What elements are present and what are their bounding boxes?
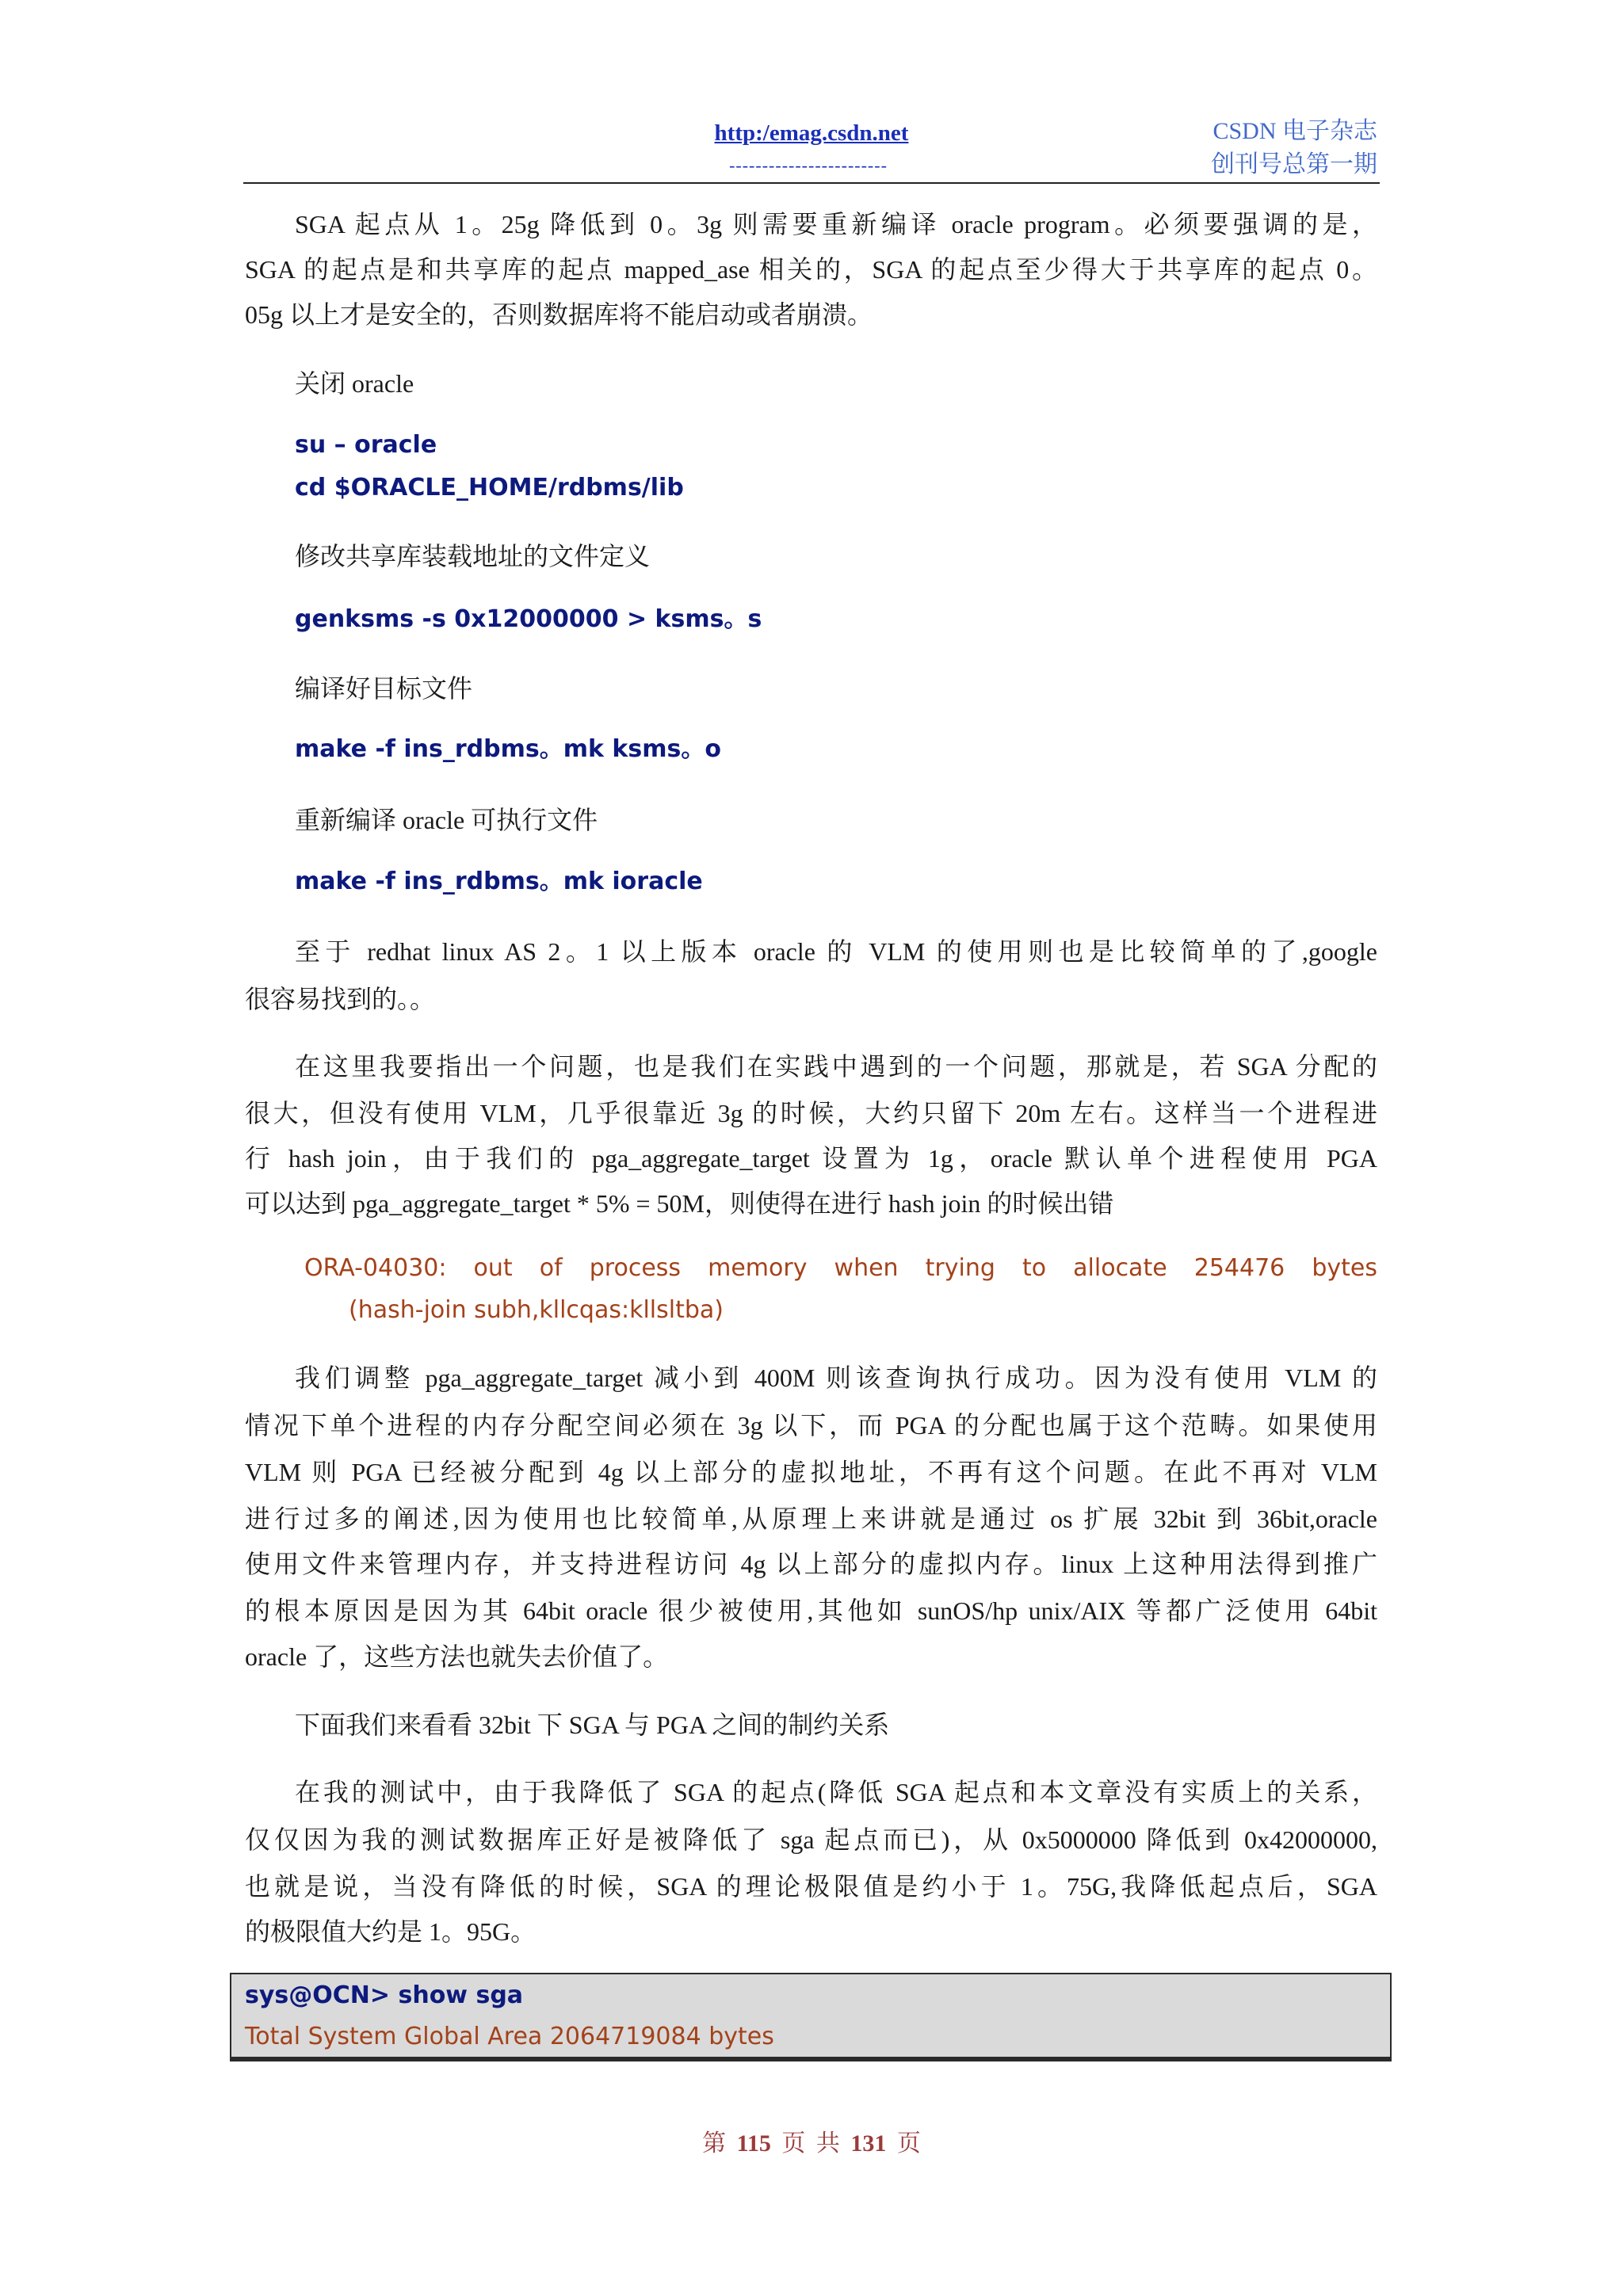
paragraph-line: 05g 以上才是安全的，否则数据库将不能启动或者崩溃。 (245, 300, 873, 329)
page-number: 115 (736, 2130, 771, 2157)
paragraph-line: 仅仅因为我的测试数据库正好是被降低了 sga 起点而已)，从 0x5000000 降低到 0x42000000, (245, 1825, 1377, 1854)
paragraph-line: oracle 了，这些方法也就失去价值了。 (245, 1642, 669, 1671)
command-line: make -f ins_rdbms。mk ksms。o (295, 735, 721, 763)
site-url-link[interactable]: http:/emag.csdn.net (714, 120, 909, 146)
footer-prefix: 第 (702, 2130, 727, 2157)
console-command: sys@OCN> show sga (245, 1981, 524, 2009)
step-relink-oracle: 重新编译 oracle 可执行文件 (295, 806, 598, 834)
footer-suffix: 页 (896, 2130, 921, 2157)
footer-middle: 页 共 (781, 2130, 840, 2157)
step-close-oracle: 关闭 oracle (295, 369, 414, 398)
paragraph-line: SGA 起点从 1。25g 降低到 0。3g 则需要重新编译 oracle program。必须要强调的是， (295, 210, 1377, 238)
paragraph-line: 进行过多的阐述,因为使用也比较简单,从原理上来讲就是通过 os 扩展 32bit 到 36bit,oracle (245, 1505, 1377, 1533)
console-output: Total System Global Area 2064719084 bytes (245, 2023, 774, 2050)
console-output-box (230, 1973, 1392, 2058)
site-url-dashes: ------------------------ (729, 155, 888, 175)
paragraph-line: 在这里我要指出一个问题，也是我们在实践中遇到的一个问题，那就是，若 SGA 分配的 (295, 1052, 1377, 1081)
command-line: make -f ins_rdbms。mk ioracle (295, 868, 703, 895)
command-line: genksms -s 0x12000000 > ksms。s (295, 605, 762, 633)
issue-label: 创刊号总第一期 (1211, 151, 1377, 177)
paragraph-line: 情况下单个进程的内存分配空间必须在 3g 以下，而 PGA 的分配也属于这个范畴。如果使用 (245, 1411, 1377, 1440)
error-line: ORA-04030: out of process memory when trying to allocate 254476 bytes (304, 1254, 1377, 1282)
page-footer (0, 2128, 1623, 2160)
paragraph-line: VLM 则 PGA 已经被分配到 4g 以上部分的虚拟地址，不再有这个问题。在此不再对 VLM (245, 1458, 1377, 1486)
header-divider (243, 182, 1380, 184)
paragraph-line: 很大，但没有使用 VLM，几乎很靠近 3g 的时候，大约只留下 20m 左右。这样当一个进程进 (245, 1099, 1377, 1127)
paragraph-line: 行 hash join，由于我们的 pga_aggregate_target 设置为 1g，oracle 默认单个进程使用 PGA (245, 1144, 1377, 1173)
sga-pga-intro: 下面我们来看看 32bit 下 SGA 与 PGA 之间的制约关系 (295, 1711, 890, 1739)
paragraph-line: 的根本原因是因为其 64bit oracle 很少被使用,其他如 sunOS/hp unix/AIX 等都广泛使用 64bit (245, 1596, 1377, 1625)
paragraph-line: 至于 redhat linux AS 2。1 以上版本 oracle 的 VLM 的使用则也是比较简单的了,google (295, 937, 1377, 966)
magazine-name: CSDN 电子杂志 (1212, 118, 1377, 144)
command-line: cd $ORACLE_HOME/rdbms/lib (295, 474, 684, 502)
step-modify-address: 修改共享库装载地址的文件定义 (295, 542, 651, 570)
paragraph-line: 也就是说，当没有降低的时候，SGA 的理论极限值是约小于 1。75G,我降低起点后，SGA (245, 1872, 1377, 1901)
paragraph-line: 使用文件来管理内存，并支持进程访问 4g 以上部分的虚拟内存。linux 上这种用法得到推广 (245, 1550, 1377, 1578)
total-pages: 131 (850, 2130, 887, 2157)
error-line: (hash-join subh,kllcqas:kllsltba) (349, 1296, 724, 1324)
paragraph-line: 在我的测试中，由于我降低了 SGA 的起点(降低 SGA 起点和本文章没有实质上的关系， (295, 1778, 1377, 1806)
paragraph-line: 可以达到 pga_aggregate_target * 5% = 50M，则使得在进行 hash join 的时候出错 (245, 1189, 1114, 1218)
paragraph-line: SGA 的起点是和共享库的起点 mapped_ase 相关的，SGA 的起点至少得大于共享库的起点 0。 (245, 255, 1377, 284)
paragraph-line: 我们调整 pga_aggregate_target 减小到 400M 则该查询执行成功。因为没有使用 VLM 的 (295, 1363, 1377, 1392)
step-compile-object: 编译好目标文件 (295, 674, 473, 703)
command-line: su – oracle (295, 431, 437, 459)
paragraph-line: 的极限值大约是 1。95G。 (245, 1917, 537, 1946)
paragraph-line: 很容易找到的。。 (245, 985, 436, 1013)
